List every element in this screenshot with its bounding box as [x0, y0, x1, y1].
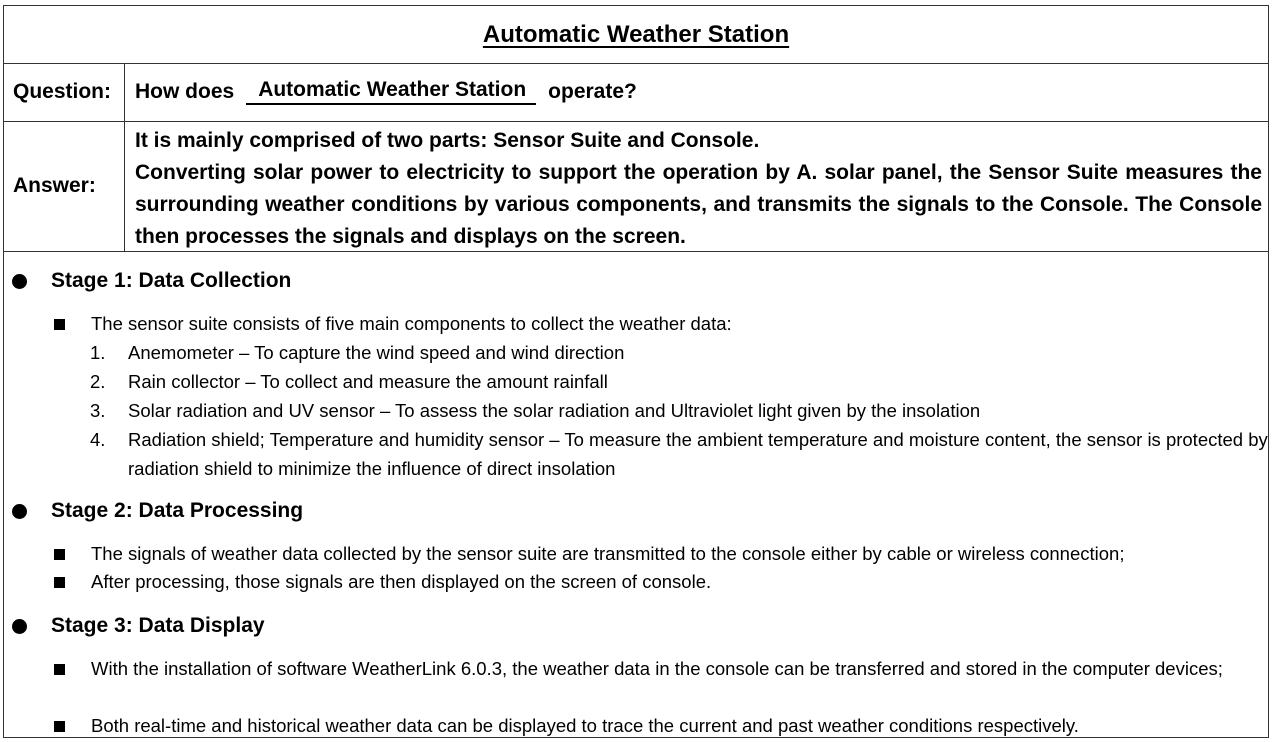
stage-1-item-2 [90, 367, 1270, 396]
bullet-text: The signals of weather data collected by the sensor suite are transmitted to the console either by cable or wireless connection; [91, 543, 1125, 564]
bullet-text: After processing, those signals are then displayed on the screen of console. [91, 571, 712, 592]
bullet-text: With the installation of software WeatherLink 6.0.3, the weather data in the console can be transferred and stored in the computer devices; [91, 658, 1223, 679]
item-number: 4. [90, 429, 106, 450]
stage-3-heading [12, 614, 265, 638]
stage-3-bullet-2 [54, 712, 1264, 740]
question-blank: Automatic Weather Station [246, 79, 536, 105]
question-row [4, 63, 1268, 122]
bullet-square-icon [54, 319, 65, 330]
stage-2-heading [12, 499, 303, 523]
stage-1-bullet-1 [54, 310, 1264, 338]
item-number: 3. [90, 400, 106, 421]
stage-1-item-1 [90, 338, 1270, 367]
stage-3-title: Stage 3: Data Display [51, 614, 265, 637]
bullet-text: Both real-time and historical weather data can be displayed to trace the current and past weather conditions respectively. [91, 715, 1079, 736]
bullet-square-icon [54, 721, 65, 732]
stage-1-item-4 [90, 425, 1270, 483]
item-number: 1. [90, 342, 106, 363]
item-number: 2. [90, 371, 106, 392]
stage-2-bullet-1 [54, 540, 1264, 568]
bullet-square-icon [54, 577, 65, 588]
answer-label: Answer: [4, 121, 125, 251]
question-prefix: How does [135, 80, 235, 103]
question-suffix: operate? [548, 80, 637, 103]
bullet-dot-icon [12, 619, 27, 634]
stage-2-bullet-2 [54, 568, 1264, 596]
bullet-square-icon [54, 664, 65, 675]
page-title: Automatic Weather Station [482, 20, 790, 48]
question-label: Question: [4, 63, 125, 121]
answer-row [4, 121, 1268, 252]
bullet-text: The sensor suite consists of five main components to collect the weather data: [91, 313, 732, 334]
answer-text [135, 125, 1262, 253]
item-text: Radiation shield; Temperature and humidity sensor – To measure the ambient temperature and moisture content, the sensor is protected by radiation shield to minimize the influence of direct insolation [128, 429, 1268, 479]
stage-3-bullet-1 [54, 655, 1264, 683]
item-text: Anemometer – To capture the wind speed and wind direction [128, 342, 625, 363]
answer-paragraph: Converting solar power to electricity to support the operation by A. solar panel, the Sensor Suite measures the surrounding weather conditions by various components, and transmits the signals to the Console. The Console then processes the signals and displays on the screen. [135, 161, 1262, 248]
question-text [135, 63, 637, 121]
bullet-dot-icon [12, 504, 27, 519]
item-text: Rain collector – To collect and measure the amount rainfall [128, 371, 608, 392]
bullet-dot-icon [12, 274, 27, 289]
bullet-square-icon [54, 549, 65, 560]
stage-1-item-3 [90, 396, 1270, 425]
answer-line1: It is mainly comprised of two parts: Sensor Suite and Console. [135, 129, 760, 152]
item-text: Solar radiation and UV sensor – To assess the solar radiation and Ultraviolet light given by the insolation [128, 400, 981, 421]
stage-1-heading [12, 269, 291, 293]
title-row [4, 6, 1268, 64]
stage-2-title: Stage 2: Data Processing [51, 499, 304, 522]
stage-1-title: Stage 1: Data Collection [51, 269, 292, 292]
document-frame [3, 5, 1269, 738]
